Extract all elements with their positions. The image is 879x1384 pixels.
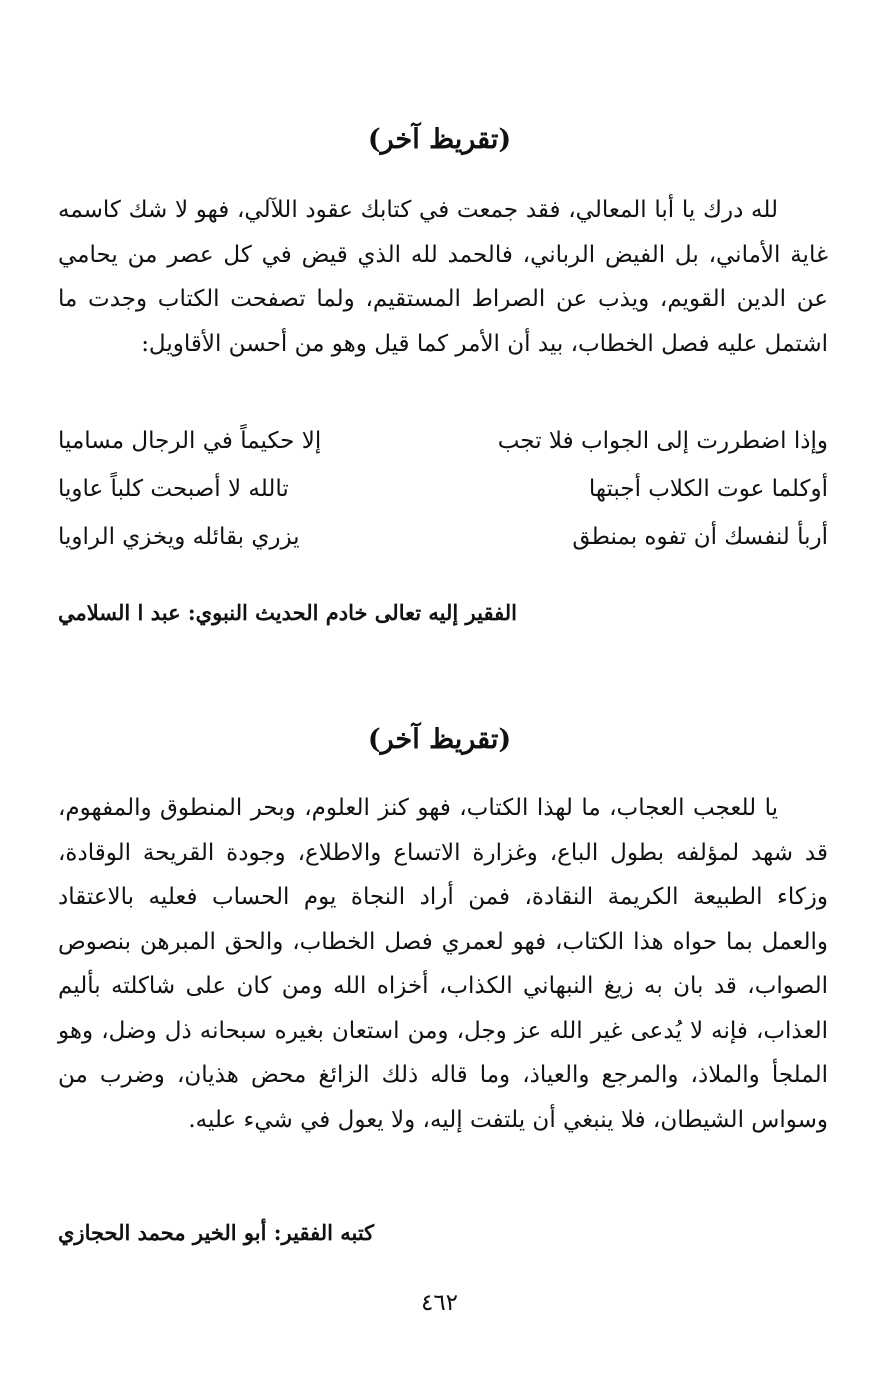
section-1-paragraph: لله درك يا أبا المعالي، فقد جمعت في كتابك عقود اللآلي، فهو لا شك كاسمه غاية الأماني، بل الفيض الرباني، فالحمد لله الذي قيض في كل عصر من يحامي عن الدين القويم، ويذب عن الصراط المستقيم، ولما تصفحت الكتاب وجدت ما اشتمل عليه فصل الخطاب، بيد أن الأمر كما قيل وهو من أحسن الأقاويل: [58, 197, 828, 357]
verse-first-hemistich: وإذا اضطررت إلى الجواب فلا تجب [497, 428, 828, 454]
verse-second-hemistich: إلا حكيماً في الرجال مساميا [58, 428, 322, 454]
verse-second-hemistich: تالله لا أصبحت كلباً عاويا [58, 476, 289, 502]
verse-first-hemistich: أوكلما عوت الكلاب أجبتها [588, 476, 828, 502]
verse-line [58, 428, 828, 468]
verse-line [58, 476, 828, 516]
verse-line [58, 524, 828, 564]
verse-second-hemistich: يزري بقائله ويخزي الراويا [58, 524, 300, 550]
section-1-title: (تقريظ آخر) [367, 124, 512, 155]
section-2-paragraph: يا للعجب العجاب، ما لهذا الكتاب، فهو كنز العلوم، وبحر المنطوق والمفهوم، قد شهد لمؤلفه بطول الباع، وغزارة الاتساع والاطلاع، وجودة القريحة الوقادة، وزكاء الطبيعة الكريمة النقادة، فمن أراد النجاة يوم الحساب فعليه بالاعتقاد والعمل بما حواه هذا الكتاب، فهو لعمري فصل الخطاب، والحق المبرهن بنصوص الصواب، قد بان به زيغ النبهاني الكذاب، أخزاه الله ومن كان على شاكلته بأليم العذاب، فإنه لا يُدعى غير الله عز وجل، ومن استعان بغيره سبحانه ذل وضل، وهو الملجأ والملاذ، والمرجع والعياذ، وما قاله ذلك الزائغ محض هذيان، وضرب من وسواس الشيطان، فلا ينبغي أن يلتفت إليه، ولا يعول في شيء عليه. [58, 795, 828, 1133]
section-2-signature: كتبه الفقير: أبو الخير محمد الحجازي [58, 1220, 375, 1245]
section-2-title: (تقريظ آخر) [367, 724, 512, 755]
page-number: ٤٦٢ [420, 1290, 459, 1316]
verse-first-hemistich: أربأ لنفسك أن تفوه بمنطق [572, 524, 828, 550]
section-1-signature: الفقير إليه تعالى خادم الحديث النبوي: عبد ا السلامي [58, 600, 517, 625]
